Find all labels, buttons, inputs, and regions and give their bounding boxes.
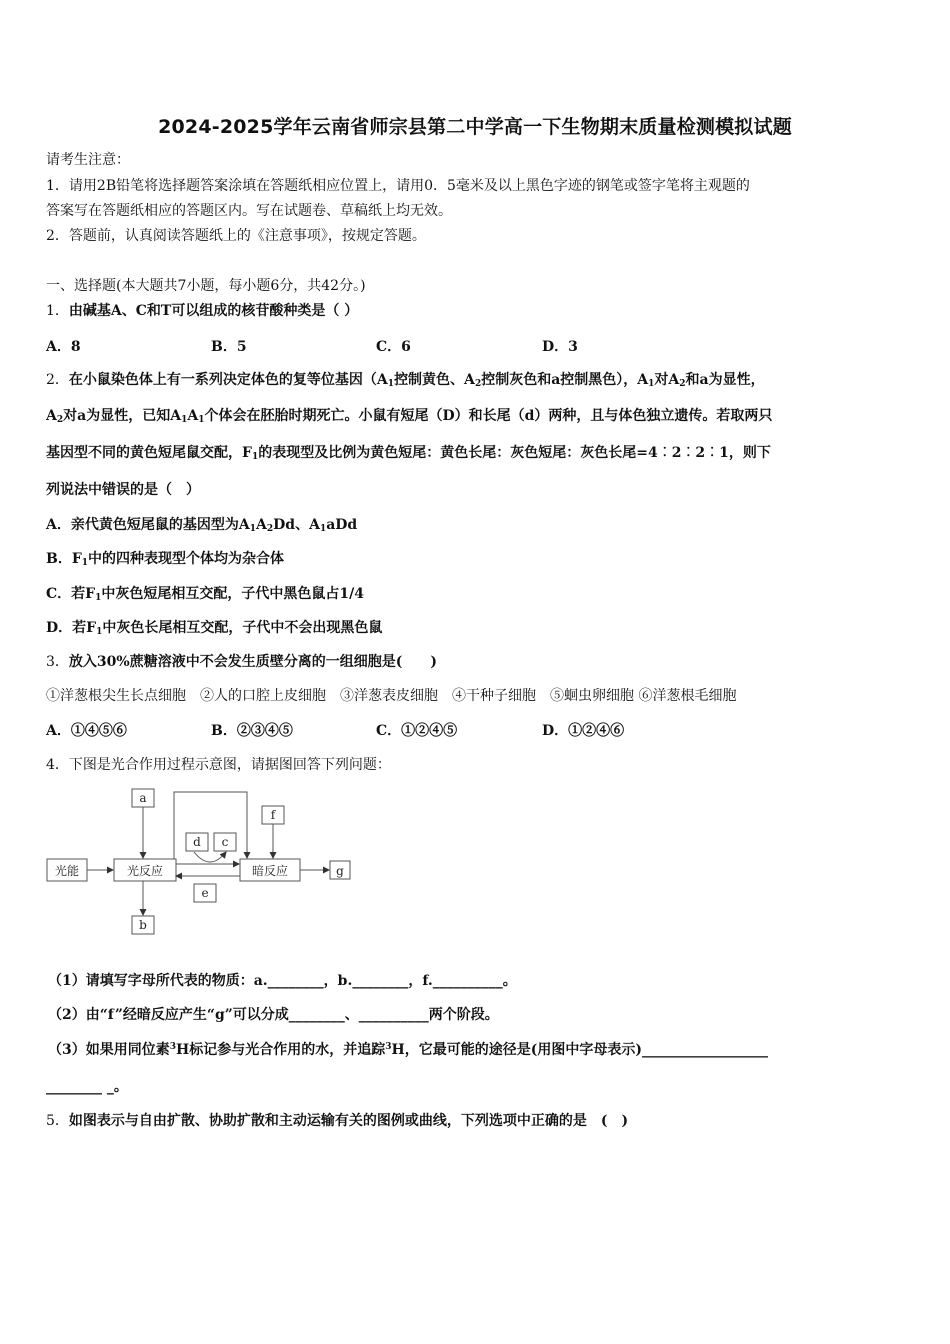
question-4-sub-3: （3）如果用同位素$^3$H标记参与光合作用的水，并追踪$^3$H，它最可能的途径是(用图中字母表示)__________________ (48, 1042, 768, 1058)
notice-line-2: 2．答题前，认真阅读答题纸上的《注意事项》，按规定答题。 (46, 228, 426, 244)
option-c[interactable]: C．6 (376, 339, 411, 355)
question-2-option-d[interactable]: D．若$F_1$中灰色长尾相互交配，子代中不会出现黑色鼠 (46, 620, 383, 637)
page-title: 2024-2025学年云南省师宗县第二中学高一下生物期末质量检测模拟试题 (158, 116, 792, 138)
notice-heading: 请考生注意： (46, 152, 130, 168)
label-g: g (336, 864, 344, 878)
question-4-sub-3-end: ________ _。 (46, 1079, 128, 1095)
label-a: a (139, 791, 147, 805)
question-1: 1．由碱基A、C和T可以组成的核苷酸种类是（ ） (46, 303, 359, 319)
question-4-sub-2: （2）由“f”经暗反应产生“g”可以分成________、__________两个阶段。 (48, 1007, 499, 1023)
question-2-line-2: $A_2$对a为显性，已知$A_1A_1$个体会在胚胎时期死亡。小鼠有短尾（D）和长尾（d）两种，且与体色独立遗传。若取两只 (46, 408, 773, 425)
option-a[interactable]: A．8 (46, 339, 81, 355)
notice-line-1b: 答案写在答题纸相应的答题区内。写在试题卷、草稿纸上均无效。 (46, 203, 452, 219)
question-2-line-1: 2．在小鼠染色体上有一系列决定体色的复等位基因（$A_1$控制黄色、$A_2$控制灰色和a控制黑色），$A_1$对$A_2$和a为显性， (46, 372, 765, 389)
question-2-option-a[interactable]: A．亲代黄色短尾鼠的基因型为$A_1A_2Dd$、$A_1aDd$ (46, 517, 358, 534)
question-3: 3．放入30%蔗糖溶液中不会发生质壁分离的一组细胞是( ) (46, 654, 437, 670)
label-e: e (201, 886, 209, 900)
question-2-line-4: 列说法中错误的是（ ） (46, 482, 200, 498)
question-2-option-b[interactable]: B．$F_1$中的四种表现型个体均为杂合体 (46, 551, 285, 568)
label-b: b (139, 918, 147, 932)
label-light-energy: 光能 (54, 864, 80, 878)
label-d: d (193, 835, 201, 849)
question-4: 4．下图是光合作用过程示意图，请据图回答下列问题： (46, 757, 391, 773)
question-2-option-c[interactable]: C．若$F_1$中灰色短尾相互交配，子代中黑色鼠占1/4 (46, 586, 364, 603)
section-heading: 一、选择题(本大题共7小题，每小题6分，共42分。) (46, 278, 366, 294)
label-dark-reaction: 暗反应 (251, 864, 289, 878)
option-b[interactable]: B．5 (211, 339, 247, 355)
question-2-line-3: 基因型不同的黄色短尾鼠交配，$F_1$的表现型及比例为黄色短尾：黄色长尾：灰色短尾：灰色长尾=4︰2︰2︰1，则下 (46, 445, 771, 462)
question-3-items: ①洋葱根尖生长点细胞 ②人的口腔上皮细胞 ③洋葱表皮细胞 ④干种子细胞 ⑤蛔虫卵细胞 ⑥洋葱根毛细胞 (46, 688, 737, 704)
option-a[interactable]: A．①④⑤⑥ (46, 723, 127, 739)
option-c[interactable]: C．①②④⑤ (376, 723, 458, 739)
label-c: c (221, 835, 229, 849)
photosynthesis-diagram (44, 784, 364, 944)
label-f: f (270, 808, 276, 822)
question-5: 5．如图表示与自由扩散、协助扩散和主动运输有关的图例或曲线，下列选项中正确的是 ( ) (46, 1113, 629, 1129)
label-light-reaction: 光反应 (126, 864, 164, 878)
option-d[interactable]: D．①②④⑥ (542, 723, 625, 739)
option-d[interactable]: D．3 (542, 339, 578, 355)
option-b[interactable]: B．②③④⑤ (211, 723, 293, 739)
question-4-sub-1: （1）请填写字母所代表的物质：a.________，b.________，f.__________。 (48, 973, 517, 989)
notice-line-1a: 1．请用2B铅笔将选择题答案涂填在答题纸相应位置上，请用0．5毫米及以上黑色字迹的钢笔或签字笔将主观题的 (46, 178, 750, 194)
